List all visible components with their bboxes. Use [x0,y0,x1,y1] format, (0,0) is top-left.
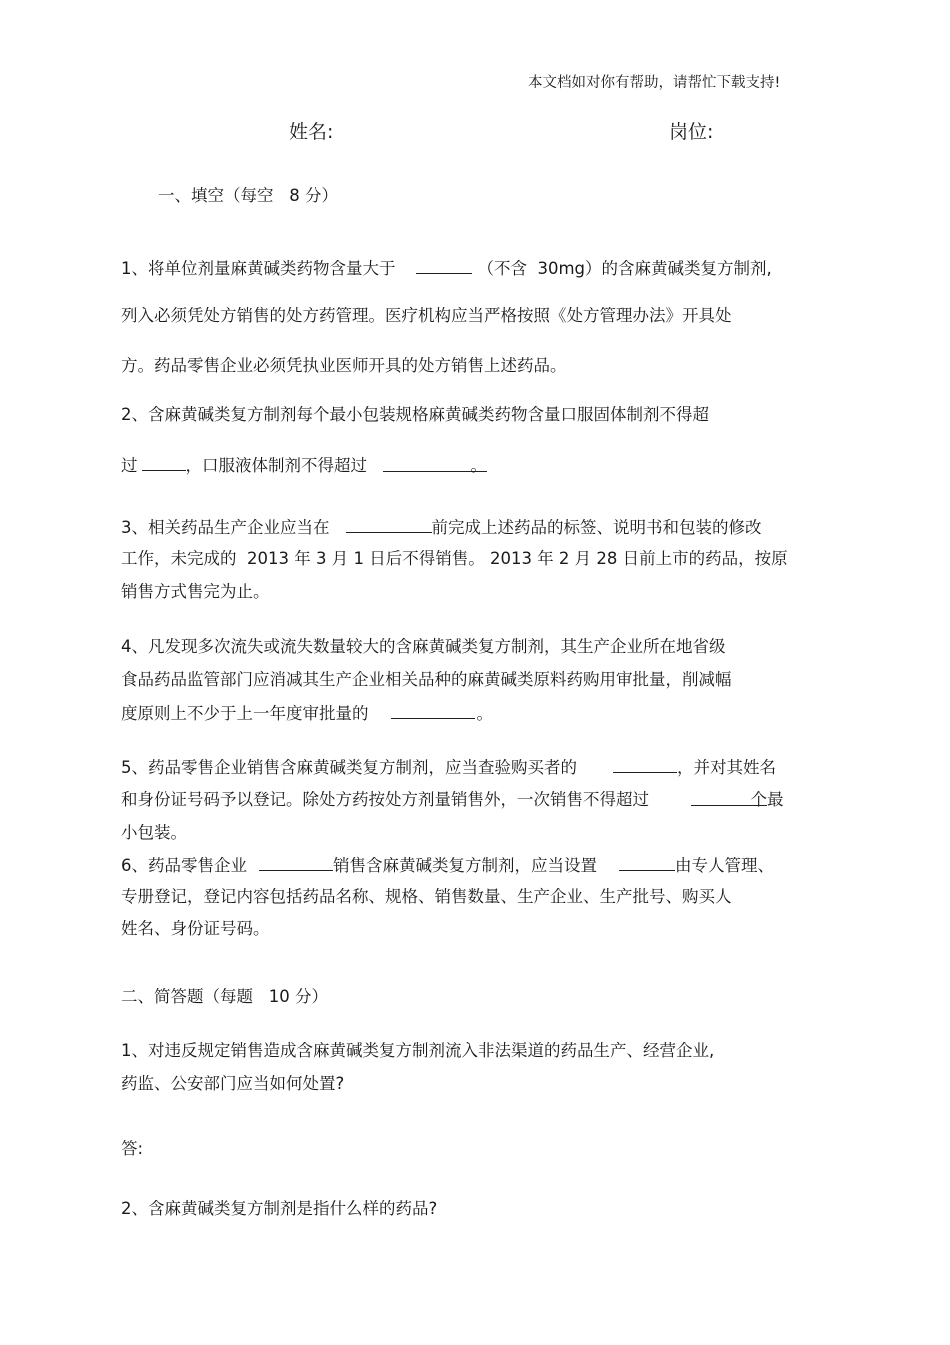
q5-line2: 和身份证号码予以登记。除处方药按处方剂量销售外，一次销售不得超过 个最 [121,790,784,809]
header-note: 本文档如对你有帮助，请帮忙下载支持! [528,75,781,91]
q1-line1: 1、将单位剂量麻黄碱类药物含量大于 （不含 30mg）的含麻黄碱类复方制剂, [121,259,772,278]
q3-line3: 销售方式售完为止。 [121,582,270,601]
q4-line3: 度原则上不少于上一年度审批量的 。 [121,704,493,723]
q5-blank-2[interactable]: 个 [691,789,767,806]
q5-line1: 5、药品零售企业销售含麻黄碱类复方制剂，应当查验购买者的 ，并对其姓名 [121,758,776,777]
q2-blank-1[interactable] [142,454,186,471]
q1-blank[interactable] [416,257,472,274]
q3-line2: 工作，未完成的 2013 年 3 月 1 日后不得销售。 2013 年 2 月 28 日前上市的药品，按原 [121,549,788,568]
s2-q1-line2: 药监、公安部门应当如何处置? [121,1074,345,1093]
s2-q1-line1: 1、对违反规定销售造成含麻黄碱类复方制剂流入非法渠道的药品生产、经营企业, [121,1041,715,1060]
q5-line3: 小包装。 [121,823,187,842]
q6-line3: 姓名、身份证号码。 [121,919,270,938]
s2-q2-line: 2、含麻黄碱类复方制剂是指什么样的药品? [121,1199,438,1218]
answer-label: 答: [121,1139,144,1158]
post-label: 岗位: [669,121,714,143]
q2-blank-2[interactable]: 。 [383,455,487,472]
q2-line2: 过 ，口服液体制剂不得超过 。 [121,456,487,475]
q4-blank[interactable] [391,702,475,719]
q4-line1: 4、凡发现多次流失或流失数量较大的含麻黄碱类复方制剂，其生产企业所在地省级 [121,637,726,656]
q6-blank-2[interactable] [619,854,675,871]
q1-line3: 方。药品零售企业必须凭执业医师开具的处方销售上述药品。 [121,356,567,375]
name-label: 姓名: [289,121,334,143]
section1-title: 一、填空（每空 8 分） [158,186,338,205]
q6-blank-1[interactable] [259,854,333,871]
section2-title: 二、简答题（每题 10 分） [121,987,328,1006]
q1-line2: 列入必须凭处方销售的处方药管理。医疗机构应当严格按照《处方管理办法》开具处 [121,306,732,325]
q3-blank[interactable] [346,516,432,533]
q2-line1: 2、含麻黄碱类复方制剂每个最小包装规格麻黄碱类药物含量口服固体制剂不得超 [121,405,709,424]
q3-line1: 3、相关药品生产企业应当在 前完成上述药品的标签、说明书和包装的修改 [121,518,762,537]
q6-line1: 6、药品零售企业 销售含麻黄碱类复方制剂，应当设置 由专人管理、 [121,856,774,875]
q4-line2: 食品药品监管部门应消减其生产企业相关品种的麻黄碱类原料药购用审批量，削减幅 [121,670,732,689]
q5-blank-1[interactable] [613,756,677,773]
q6-line2: 专册登记，登记内容包括药品名称、规格、销售数量、生产企业、生产批号、购买人 [121,887,732,906]
